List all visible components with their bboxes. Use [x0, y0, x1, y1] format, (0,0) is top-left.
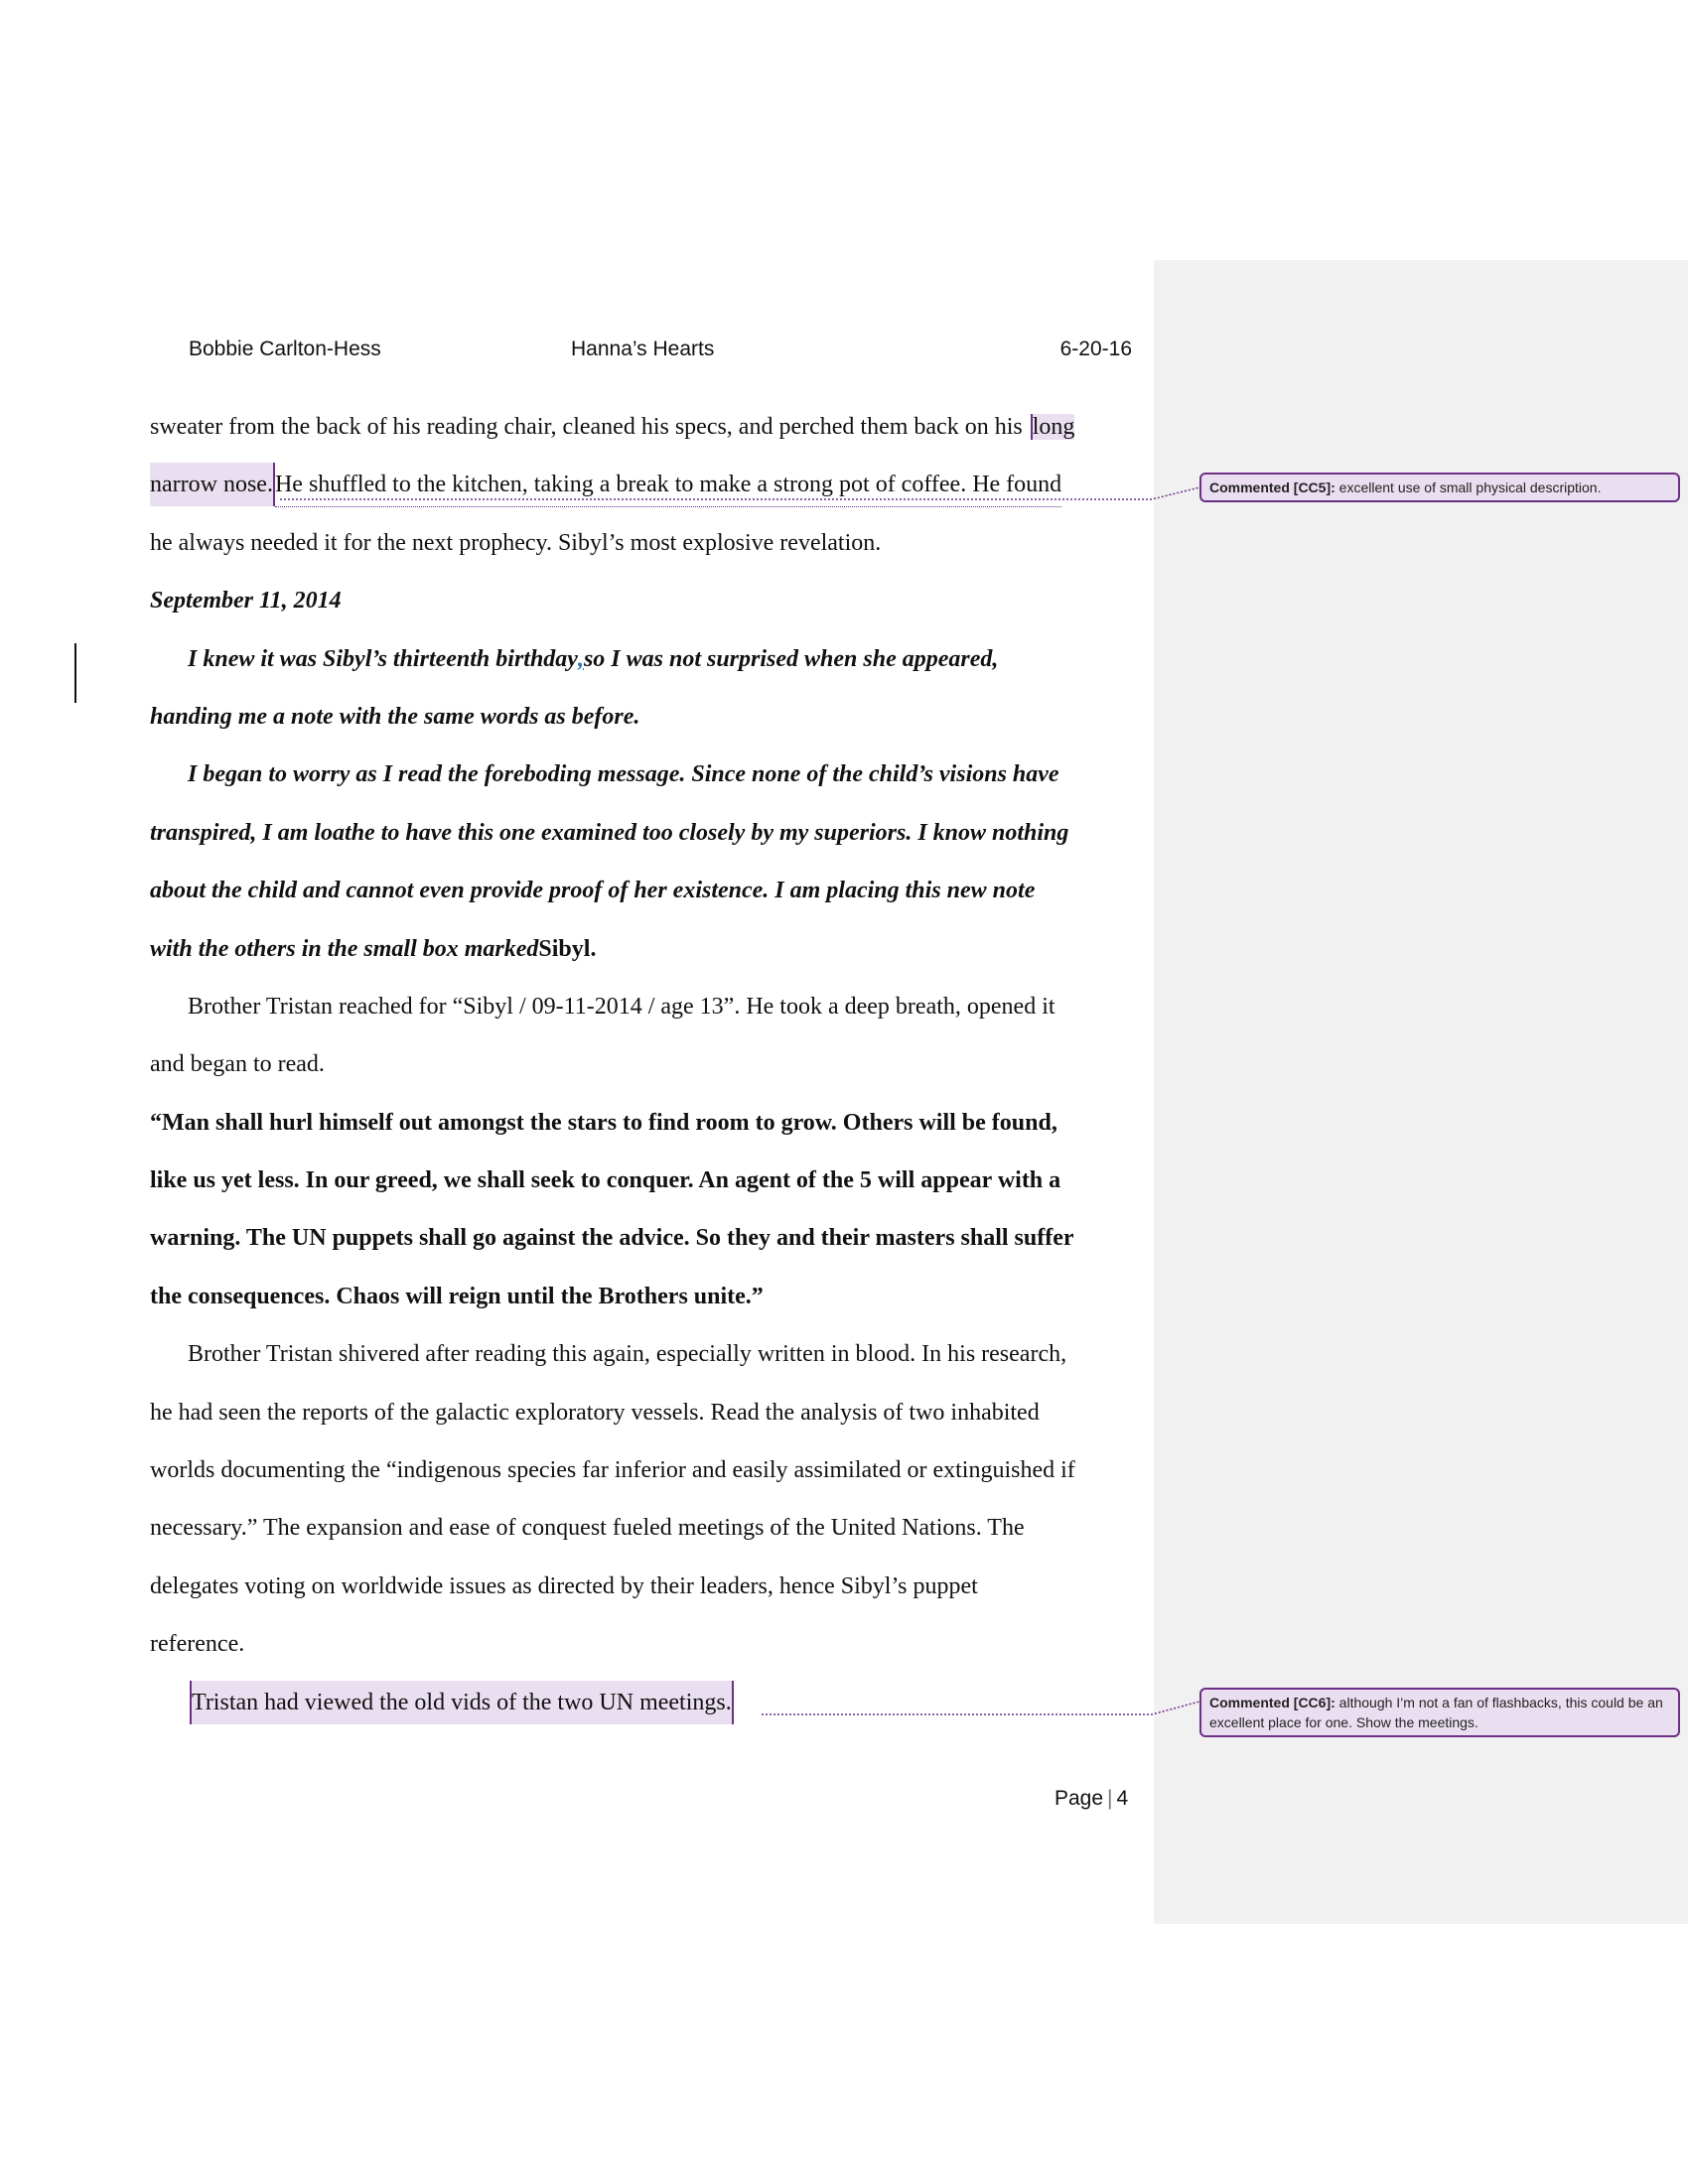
commented-text[interactable]: long	[1032, 414, 1075, 440]
prophecy-line	[150, 1159, 1133, 1216]
page-separator: |	[1107, 1787, 1113, 1810]
text-span: He shuffled to the kitchen, taking a break to make a strong pot of coffee. He found	[275, 463, 1061, 507]
text-span: sweater from the back of his reading chair, cleaned his specs, and perched them back on his	[150, 414, 1029, 440]
text-line	[150, 752, 1133, 810]
text-line	[150, 405, 1133, 463]
text-line	[150, 985, 1133, 1042]
text-line	[150, 927, 1133, 985]
page-label: Page	[1055, 1787, 1104, 1810]
text-line	[150, 637, 1133, 695]
text-span: transpired, I am loathe to have this one examined too closely by my superiors. I know nothing	[150, 819, 1069, 846]
page-number: 4	[1116, 1787, 1129, 1810]
revision-bar	[74, 643, 76, 703]
text-span: reference.	[150, 1631, 245, 1658]
text-span: and began to read.	[150, 1051, 325, 1078]
text-span: the consequences. Chaos will reign until the Brothers unite.”	[150, 1283, 764, 1309]
document-body[interactable]	[150, 405, 1133, 1738]
comment-label: Commented [CC6]:	[1209, 1695, 1336, 1710]
text-span: he had seen the reports of the galactic exploratory vessels. Read the analysis of two inhabited	[150, 1399, 1040, 1426]
tracked-change-mark[interactable]: ,	[577, 645, 584, 672]
comment-label: Commented [CC5]:	[1209, 479, 1336, 495]
header-author: Bobbie Carlton-Hess	[189, 338, 381, 360]
text-line	[150, 463, 1133, 520]
comment-balloon-cc6[interactable]	[1199, 1688, 1680, 1737]
text-line	[150, 1332, 1133, 1390]
text-span: I knew it was Sibyl’s thirteenth birthday	[188, 645, 578, 672]
text-line	[150, 521, 1133, 579]
text-line	[150, 869, 1133, 926]
prophecy-line	[150, 1101, 1133, 1159]
text-line	[150, 811, 1133, 869]
text-line	[150, 1391, 1133, 1448]
header-title: Hanna’s Hearts	[571, 338, 715, 360]
comment-text: excellent use of small physical description.	[1335, 479, 1602, 495]
text-span: about the child and cannot even provide proof of her existence. I am placing this new note	[150, 878, 1036, 904]
text-span: I began to worry as I read the foreboding message. Since none of the child’s visions have	[188, 761, 1059, 788]
text-span: Brother Tristan shivered after reading this again, especially written in blood. In his research,	[188, 1341, 1067, 1368]
text-line	[150, 1681, 1133, 1738]
text-line	[150, 1565, 1133, 1622]
page-header	[189, 338, 1132, 367]
text-line	[150, 1042, 1133, 1100]
text-span: necessary.” The expansion and ease of conquest fueled meetings of the United Nations. The	[150, 1515, 1025, 1542]
text-span: so I was not surprised when she appeared,	[583, 645, 999, 672]
text-line	[150, 1506, 1133, 1564]
comment-text: although I’m not a fan of flashbacks, this could be an excellent place for one. Show the meetings.	[1209, 1695, 1663, 1730]
text-span: delegates voting on worldwide issues as directed by their leaders, hence Sibyl’s puppet	[150, 1572, 978, 1599]
date-heading	[150, 579, 1133, 636]
commented-text[interactable]: Tristan had viewed the old vids of the two UN meetings.	[190, 1681, 734, 1724]
prophecy-line	[150, 1216, 1133, 1274]
page-footer	[1055, 1787, 1128, 1811]
text-span: Brother Tristan reached for “Sibyl / 09-11-2014 / age 13”. He took a deep breath, opened it	[188, 993, 1055, 1020]
text-span: worlds documenting the “indigenous species far inferior and easily assimilated or extinguished if	[150, 1457, 1075, 1484]
text-span: September 11, 2014	[150, 588, 342, 614]
text-span: “Man shall hurl himself out amongst the stars to find room to grow. Others will be found,	[150, 1109, 1057, 1136]
text-line	[150, 1622, 1133, 1680]
text-line	[150, 695, 1133, 752]
comment-pane	[1154, 260, 1688, 1924]
text-span: like us yet less. In our greed, we shall seek to conquer. An agent of the 5 will appear with a	[150, 1167, 1061, 1194]
text-span: handing me a note with the same words as before.	[150, 703, 640, 730]
text-line	[150, 1448, 1133, 1506]
text-span: Sibyl.	[538, 935, 597, 962]
text-span: warning. The UN puppets shall go against the advice. So they and their masters shall suffer	[150, 1225, 1074, 1252]
text-span: with the others in the small box marked	[150, 935, 539, 962]
prophecy-line	[150, 1275, 1133, 1332]
commented-text[interactable]: narrow nose.	[150, 463, 275, 506]
text-span: he always needed it for the next prophecy. Sibyl’s most explosive revelation.	[150, 529, 882, 556]
header-date: 6-20-16	[1059, 338, 1132, 360]
comment-balloon-cc5[interactable]	[1199, 473, 1680, 502]
